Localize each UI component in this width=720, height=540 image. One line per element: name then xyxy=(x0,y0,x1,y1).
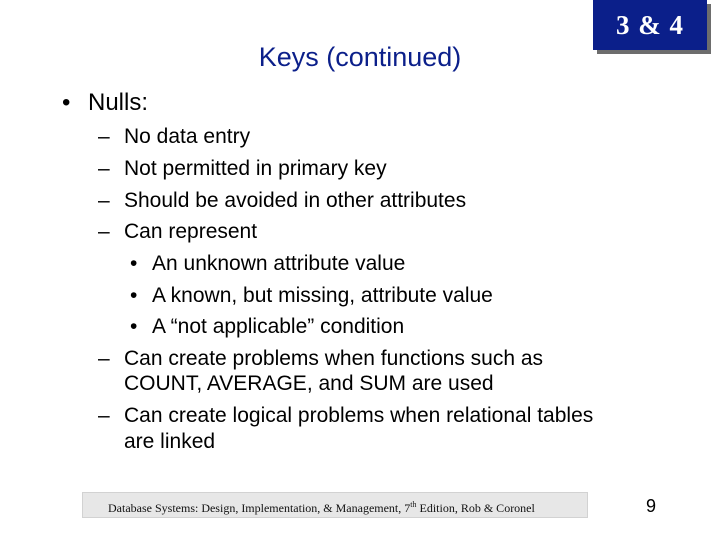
list-item-text: Not permitted in primary key xyxy=(124,157,387,180)
list-item-text: No data entry xyxy=(124,125,251,148)
footer-ordinal-suffix: th xyxy=(410,500,417,509)
dash-glyph: – xyxy=(98,157,110,180)
footer-text-main: Database Systems: Design, Implementation, & Management, 7 xyxy=(108,501,411,515)
sub-list-item-text: A known, but missing, attribute value xyxy=(152,284,493,307)
bullet-nulls-label: Nulls: xyxy=(88,89,149,116)
sub-list-item-text: An unknown attribute value xyxy=(152,252,406,275)
bullet-glyph: • xyxy=(130,252,138,275)
dash-glyph: – xyxy=(98,125,110,148)
footer-text-tail: Edition, Rob & Coronel xyxy=(416,501,535,515)
slide-title: Keys (continued) xyxy=(258,42,462,72)
bullet-glyph: • xyxy=(130,315,138,338)
list-item-text: Can create logical problems when relational tables xyxy=(124,404,594,427)
slide-title-wrap xyxy=(0,42,720,73)
sub-list-item-text: A “not applicable” condition xyxy=(152,315,405,338)
dash-glyph: – xyxy=(98,189,110,212)
list-item-text: Can represent xyxy=(124,220,258,243)
list-item-text-continued: are linked xyxy=(124,430,216,453)
page-number: 9 xyxy=(646,496,657,516)
dash-glyph: – xyxy=(98,347,110,370)
footer-citation xyxy=(108,500,535,516)
list-item-text: Can create problems when functions such as xyxy=(124,347,544,370)
dash-glyph: – xyxy=(98,220,110,243)
chapter-badge: 3 & 4 xyxy=(593,0,707,50)
bullet-glyph: • xyxy=(62,89,71,116)
bullet-glyph: • xyxy=(130,284,138,307)
list-item-text-continued: COUNT, AVERAGE, and SUM are used xyxy=(124,372,494,395)
dash-glyph: – xyxy=(98,404,110,427)
list-item-text: Should be avoided in other attributes xyxy=(124,189,467,212)
